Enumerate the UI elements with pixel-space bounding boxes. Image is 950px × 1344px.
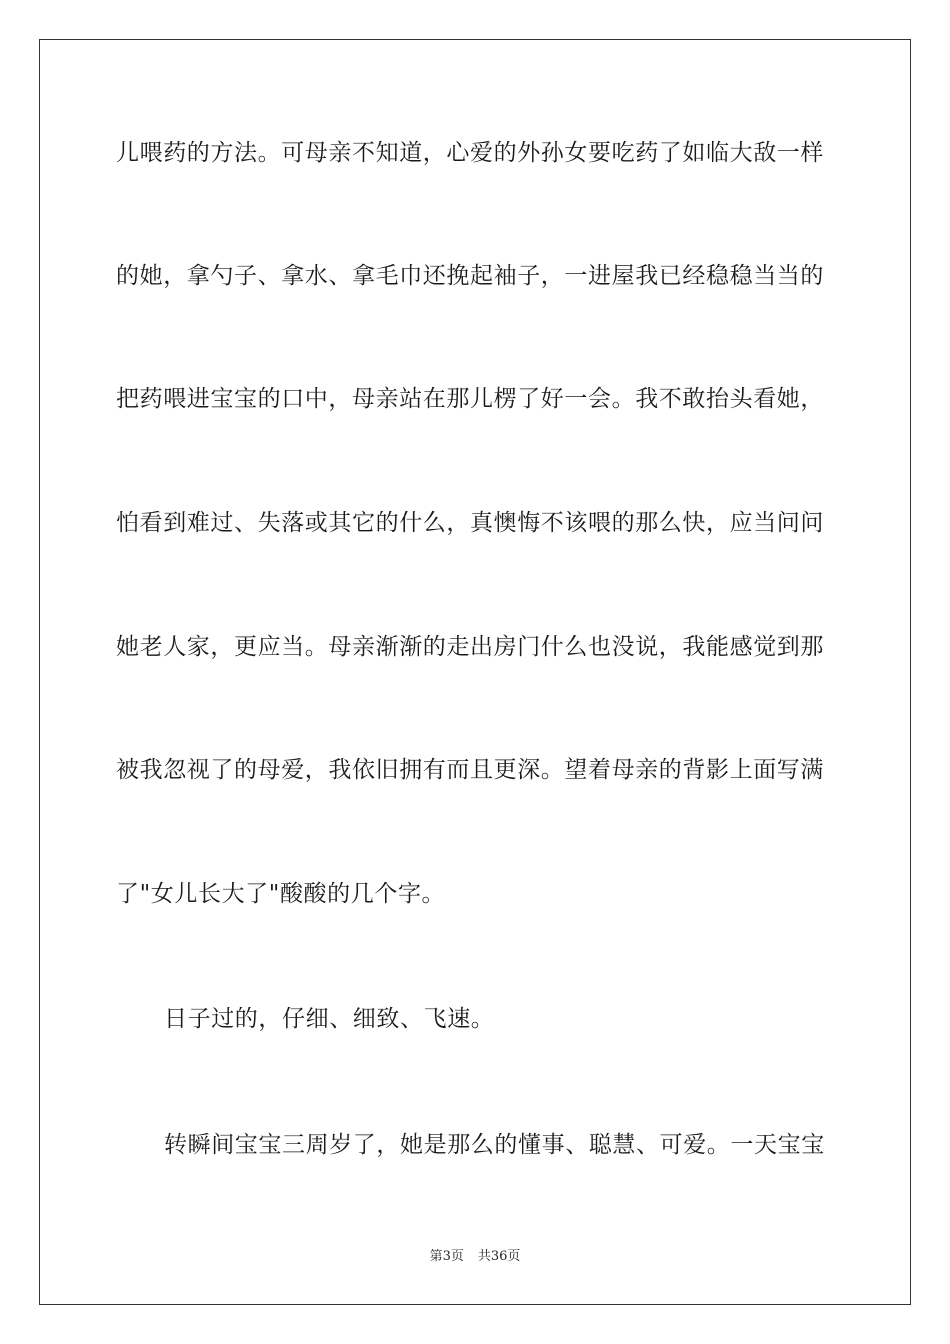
paragraph-first-line: 日子过的，仔细、细致、飞速。: [164, 1006, 495, 1032]
body-text-line: 被我忽视了的母爱，我依旧拥有而且更深。望着母亲的背影上面写满: [116, 757, 824, 783]
body-text-line: 把药喂进宝宝的口中，母亲站在那儿楞了好一会。我不敢抬头看她，: [116, 386, 824, 412]
page-border: [39, 39, 911, 1305]
body-text-line: 她老人家，更应当。母亲渐渐的走出房门什么也没说，我能感觉到那: [116, 634, 824, 660]
body-text-line: 怕看到难过、失落或其它的什么，真懊悔不该喂的那么快，应当问问: [116, 510, 824, 536]
body-text-line: 儿喂药的方法。可母亲不知道，心爱的外孙女要吃药了如临大敌一样: [116, 140, 824, 166]
body-text-line: 的她，拿勺子、拿水、拿毛巾还挽起袖子，一进屋我已经稳稳当当的: [116, 263, 824, 289]
page-total: 共36页: [477, 1249, 521, 1264]
page-number: 第3页: [429, 1249, 464, 1264]
page-footer: [0, 1248, 950, 1266]
paragraph-first-line: 转瞬间宝宝三周岁了，她是那么的懂事、聪慧、可爱。一天宝宝: [164, 1132, 825, 1158]
body-text-line: 了"女儿长大了"酸酸的几个字。: [116, 881, 446, 907]
